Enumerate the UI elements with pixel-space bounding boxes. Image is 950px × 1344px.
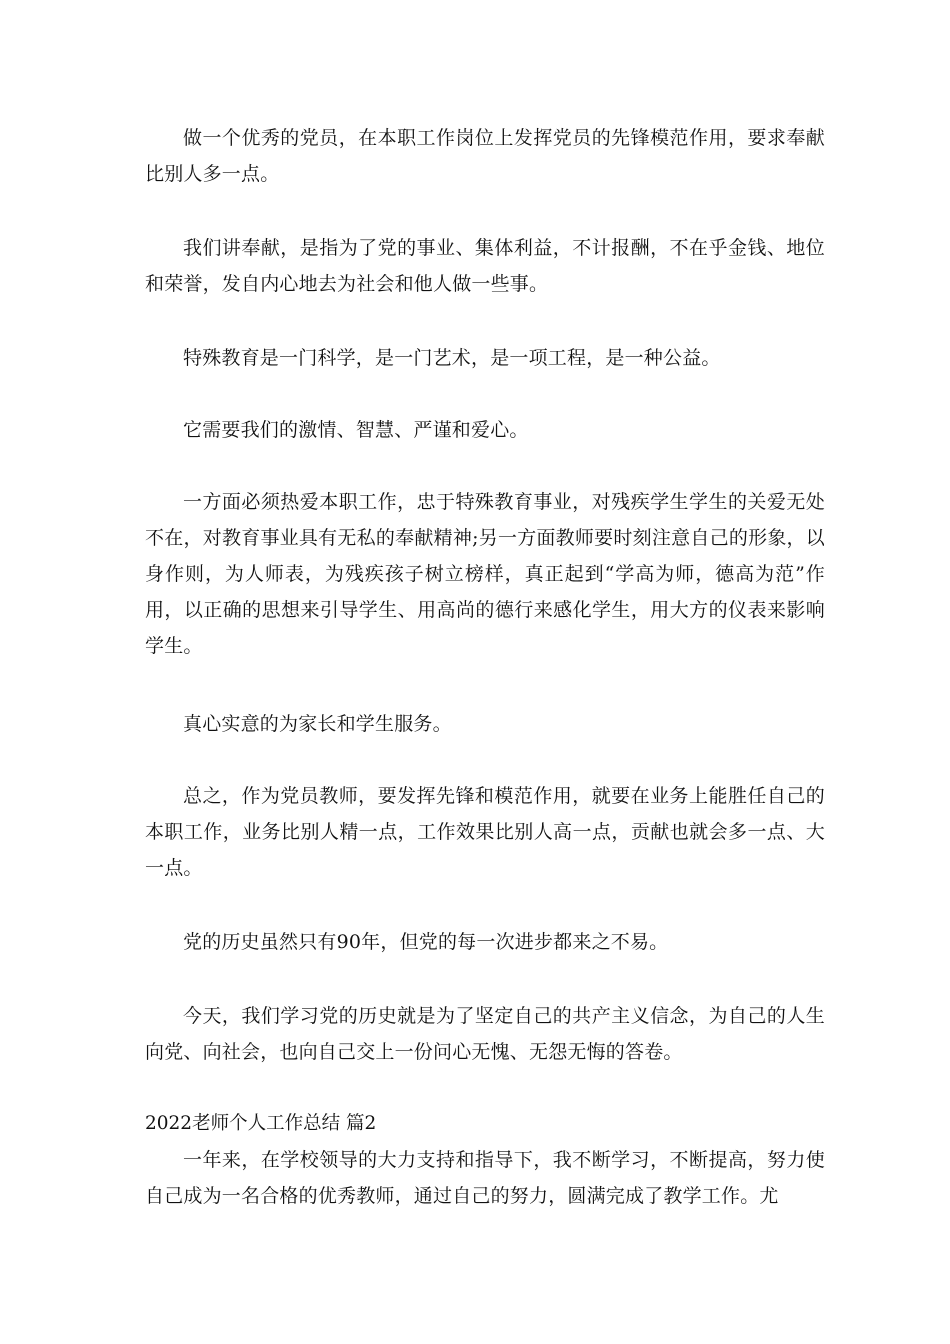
paragraph-5: 一方面必须热爱本职工作，忠于特殊教育事业，对残疾学生学生的关爱无处不在，对教育事业具有无私的奉献精神;另一方面教师要时刻注意自己的形象，以身作则，为人师表，为残疾孩子树立榜样，真正起到“学高为师，德高为范”作用，以正确的思想来引导学生、用高尚的德行来感化学生，用大方的仪表来影响学生。 <box>145 491 825 657</box>
paragraph-3: 特殊教育是一门科学，是一门艺术，是一项工程，是一种公益。 <box>183 347 721 369</box>
paragraph-2: 我们讲奉献，是指为了党的事业、集体利益，不计报酬，不在乎金钱、地位和荣誉，发自内心地去为社会和他人做一些事。 <box>145 237 825 295</box>
section-paragraph-1: 一年来，在学校领导的大力支持和指导下，我不断学习，不断提高，努力使自己成为一名合格的优秀教师，通过自己的努力，圆满完成了教学工作。尤 <box>145 1149 825 1207</box>
paragraph-9: 今天，我们学习党的历史就是为了坚定自己的共产主义信念，为自己的人生向党、向社会，也向自己交上一份问心无愧、无怨无悔的答卷。 <box>145 1005 825 1063</box>
paragraph-7: 总之，作为党员教师，要发挥先锋和模范作用，就要在业务上能胜任自己的本职工作，业务比别人精一点，工作效果比别人高一点，贡献也就会多一点、大一点。 <box>145 785 825 879</box>
section-heading: 2022老师个人工作总结 篇2 <box>145 1113 377 1134</box>
paragraph-1: 做一个优秀的党员，在本职工作岗位上发挥党员的先锋模范作用，要求奉献比别人多一点。 <box>145 127 825 185</box>
paragraph-8: 党的历史虽然只有90年，但党的每一次进步都来之不易。 <box>183 931 669 953</box>
paragraph-4: 它需要我们的激情、智慧、严谨和爱心。 <box>183 419 529 441</box>
paragraph-6: 真心实意的为家长和学生服务。 <box>183 713 452 735</box>
